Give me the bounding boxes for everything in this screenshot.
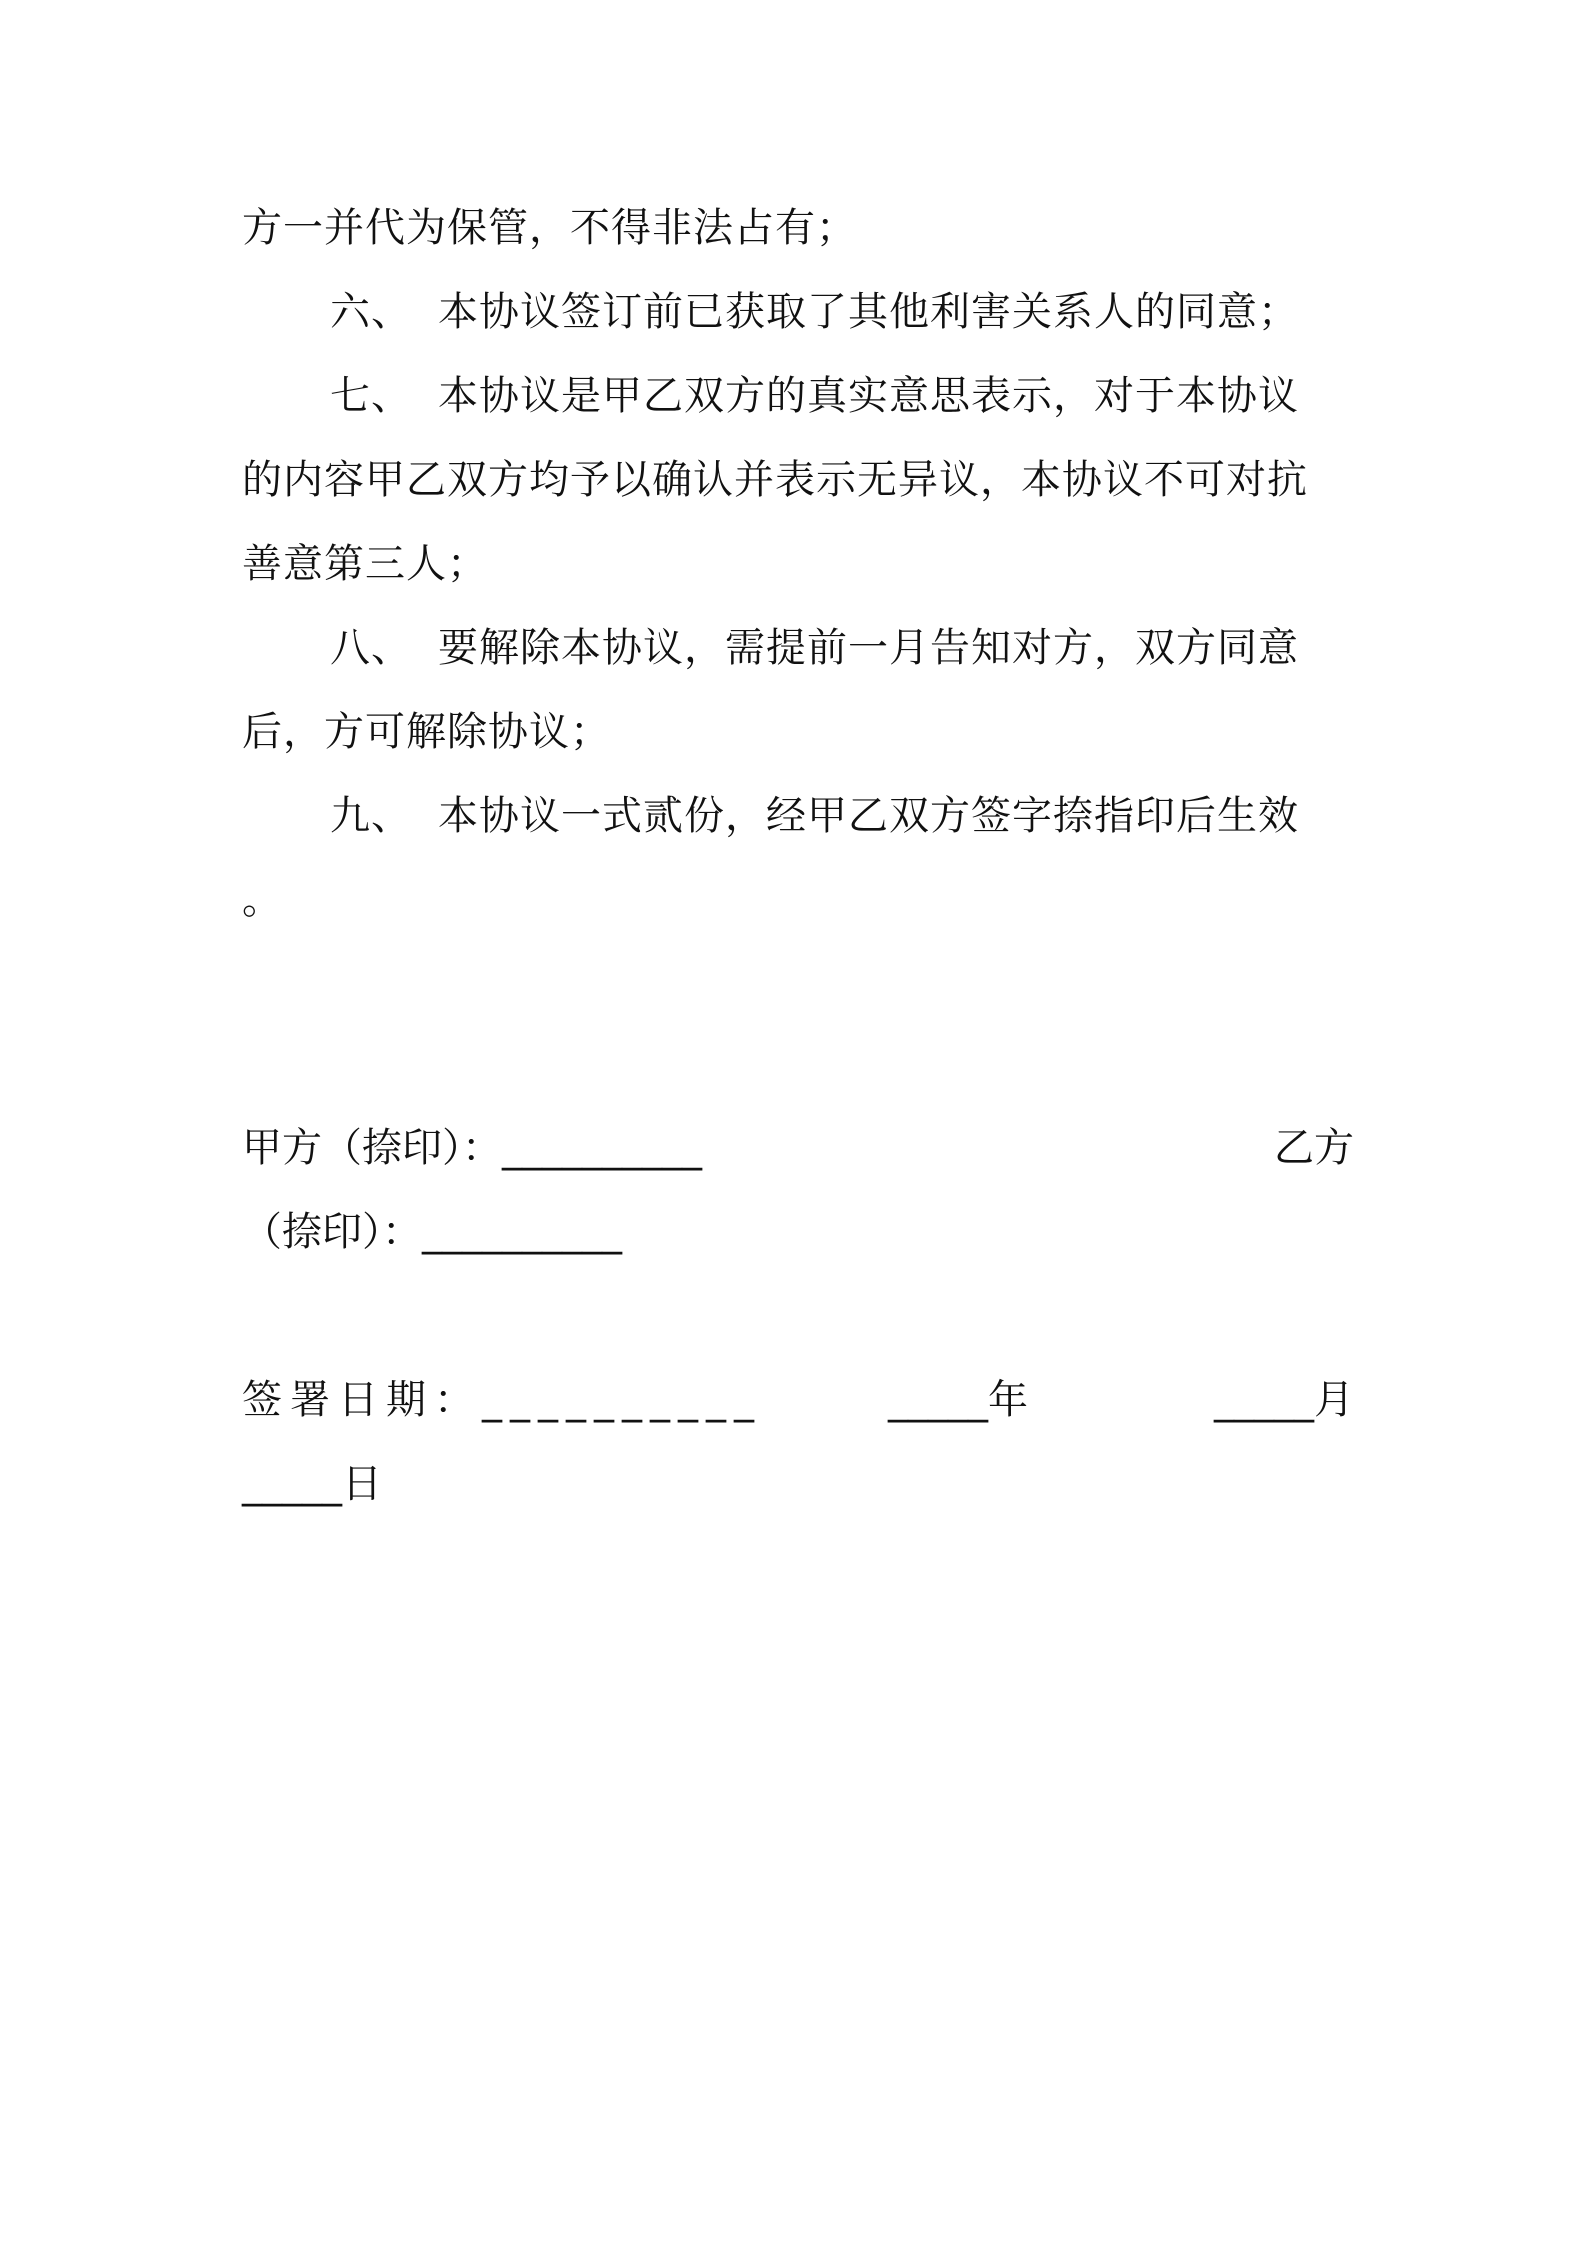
clause-eight-text-1: 要解除本协议，需提前一月告知对方，双方同意 (438, 625, 1299, 671)
clause-eight (242, 606, 1354, 690)
party-a-signature: 甲方（捺印）：__________ (242, 1125, 702, 1171)
signature-row-2 (242, 1190, 1354, 1274)
date-row-1 (242, 1358, 1354, 1442)
date-row-2 (242, 1442, 1354, 1526)
date-day: _____日 (242, 1461, 382, 1507)
date-year: _____年 (888, 1377, 1028, 1423)
clause-six-text: 本协议签订前已获取了其他利害关系人的同意； (438, 289, 1299, 335)
clause-seven-number: 七、 (330, 373, 412, 419)
date-label: 签署日期：__________ (242, 1377, 762, 1423)
signature-row-1 (242, 1106, 1354, 1190)
clause-six (242, 270, 1354, 354)
clause-seven-text-2: 的内容甲乙双方均予以确认并表示无异议，本协议不可对抗 (242, 457, 1308, 503)
clause-eight-text-2: 后，方可解除协议； (242, 709, 611, 755)
agreement-body (242, 186, 1354, 942)
party-b-signature: （捺印）：__________ (242, 1209, 622, 1255)
clause-seven-text-3: 善意第三人； (242, 541, 488, 587)
clause-six-number: 六、 (330, 289, 412, 335)
clause-seven-text-1: 本协议是甲乙双方的真实意思表示，对于本协议 (438, 373, 1299, 419)
date-month: _____月 (1214, 1377, 1354, 1423)
clause-nine-number: 九、 (330, 793, 412, 839)
clause-nine (242, 774, 1354, 858)
party-b-label: 乙方 (1274, 1125, 1354, 1171)
clause-eight-number: 八、 (330, 625, 412, 671)
clause-nine-text-1: 本协议一式贰份，经甲乙双方签字捺指印后生效 (438, 793, 1299, 839)
clause-continuation: 方一并代为保管，不得非法占有； (242, 205, 857, 251)
clause-nine-text-2: 。 (242, 877, 283, 923)
clause-seven (242, 354, 1354, 438)
